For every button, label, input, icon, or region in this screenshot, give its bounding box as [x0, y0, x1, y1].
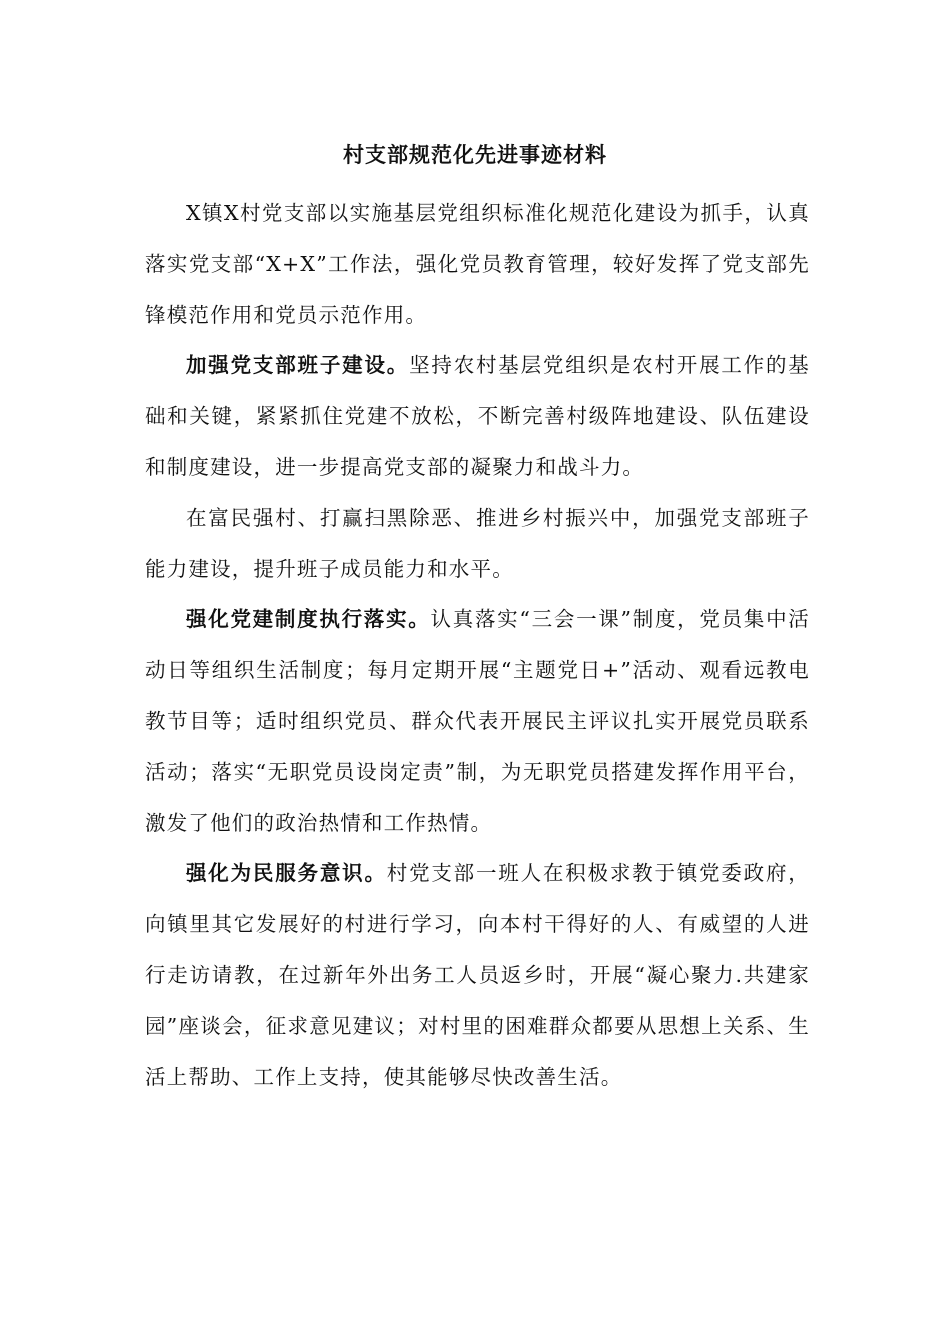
paragraph-text: X镇X村党支部以实施基层党组织标准化规范化建设为抓手，认真落实党支部“X+X”工作法，强化党员教育管理，较好发挥了党支部先锋模范作用和党员示范作用。 [145, 201, 810, 327]
paragraph-lead: 强化党建制度执行落实。 [186, 607, 431, 632]
paragraph-text: 认真落实“三会一课”制度，党员集中活动日等组织生活制度；每月定期开展“主题党日+”活动、观看远教电教节目等；适时组织党员、群众代表开展民主评议扎实开展党员联系活动；落实“无职党员设岗定责”制，为无职党员搭建发挥作用平台，激发了他们的政治热情和工作热情。 [145, 607, 811, 835]
paragraph-text: 村党支部一班人在积极求教于镇党委政府，向镇里其它发展好的村进行学习，向本村干得好的人、有威望的人进行走访请教，在过新年外出务工人员返乡时，开展“凝心聚力.共建家园”座谈会，征求意见建议；对村里的困难群众都要从思想上关系、生活上帮助、工作上支持，使其能够尽快改善生活。 [145, 861, 810, 1089]
paragraph-team-building [145, 340, 810, 492]
paragraph-text: 在富民强村、打赢扫黑除恶、推进乡村振兴中，加强党支部班子能力建设，提升班子成员能力和水平。 [145, 505, 810, 581]
paragraph-service-awareness [145, 848, 810, 1102]
paragraph-intro [145, 188, 810, 340]
paragraph-text: 坚持农村基层党组织是农村开展工作的基础和关键，紧紧抓住党建不放松，不断完善村级阵地建设、队伍建设和制度建设，进一步提高党支部的凝聚力和战斗力。 [145, 353, 810, 479]
paragraph-lead: 强化为民服务意识。 [186, 861, 387, 886]
document-title: 村支部规范化先进事迹材料 [343, 142, 607, 167]
paragraph-lead: 加强党支部班子建设。 [186, 353, 410, 378]
document-body [145, 188, 810, 1102]
paragraph-system-implementation [145, 594, 810, 848]
paragraph-capacity [145, 493, 810, 595]
